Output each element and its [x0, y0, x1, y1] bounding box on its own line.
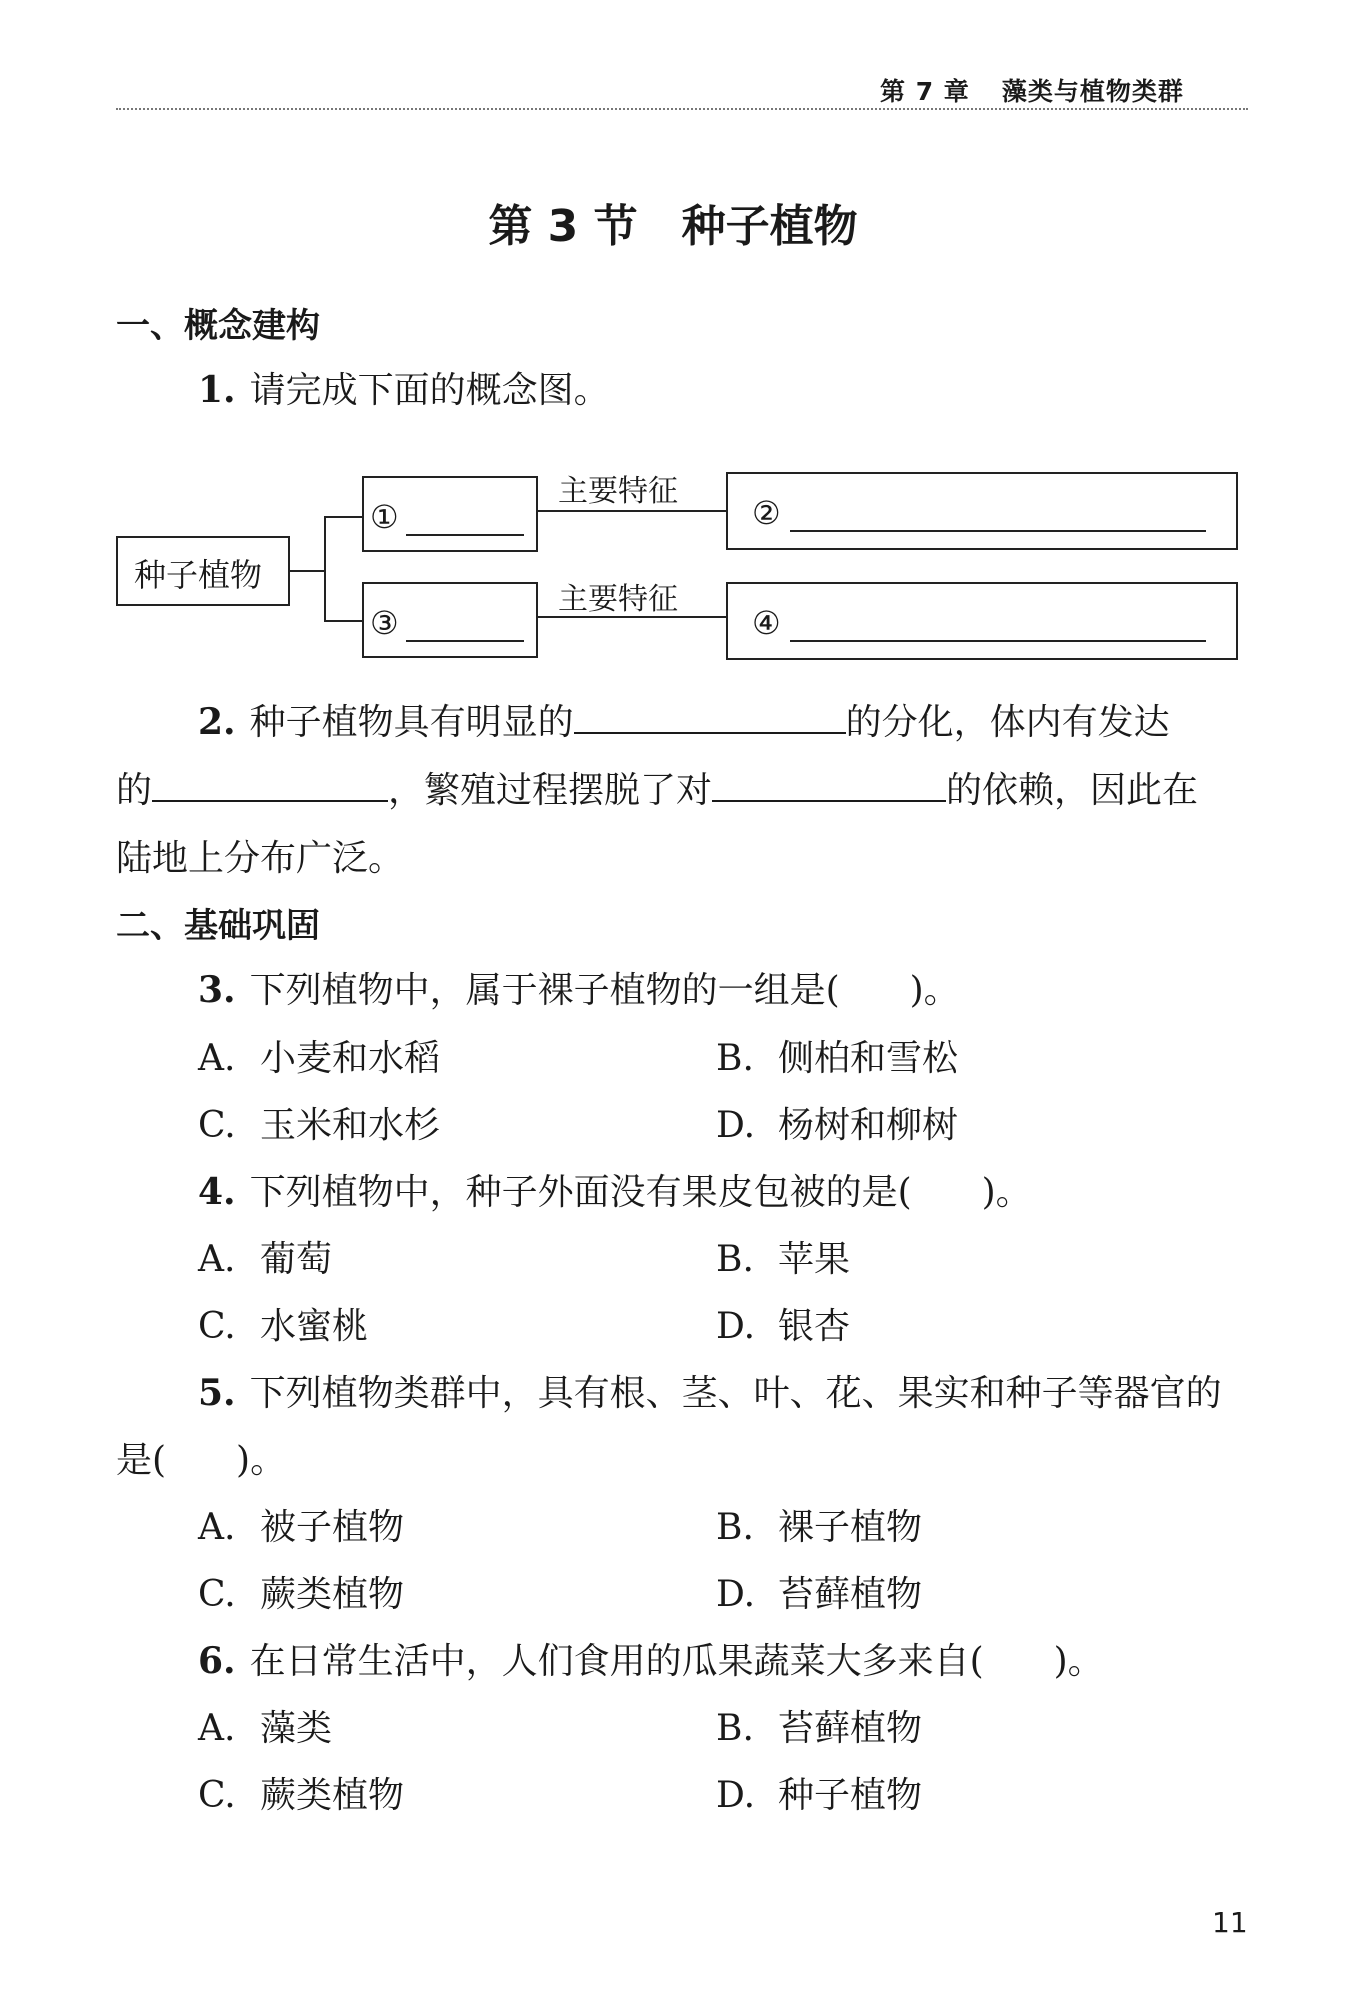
option-text: 被子植物 [260, 1507, 405, 1548]
option-label: A. [198, 1507, 236, 1548]
part2-heading: 二、基础巩固 [116, 906, 320, 946]
q6-option-d [716, 1767, 922, 1818]
q4-stem [198, 1164, 1032, 1215]
page-title [0, 190, 1346, 254]
node1-marker: ① [370, 498, 399, 536]
q3-option-b [716, 1030, 958, 1081]
q2-text-e: 的依赖，因此在 [946, 770, 1199, 811]
option-text: 玉米和水杉 [260, 1105, 441, 1146]
q2-line1 [198, 694, 1170, 745]
q2-blank-1[interactable] [574, 702, 846, 734]
option-label: C. [198, 1105, 236, 1146]
option-label: D. [716, 1574, 756, 1615]
connector [290, 570, 326, 572]
q4-option-a [198, 1231, 332, 1282]
option-label: C. [198, 1574, 236, 1615]
header-divider [116, 108, 1248, 110]
q5-option-d [716, 1566, 922, 1617]
q5-text: 下列植物类群中，具有根、茎、叶、花、果实和种子等器官的 [249, 1373, 1222, 1414]
option-text: 蕨类植物 [260, 1574, 405, 1615]
option-label: B. [716, 1507, 754, 1548]
q5-text-2: 是( [116, 1440, 167, 1481]
connector [324, 620, 364, 622]
q4-option-d [716, 1298, 850, 1349]
q1-number: 1. [198, 369, 236, 411]
node4-blank[interactable] [790, 640, 1206, 642]
q5-option-b [716, 1499, 922, 1550]
q3-stem [198, 962, 960, 1013]
option-text: 苹果 [778, 1239, 851, 1280]
node2-box [726, 472, 1238, 550]
q4-text: 下列植物中，种子外面没有果皮包被的是( [249, 1172, 912, 1213]
q6-stem [198, 1633, 1104, 1684]
option-text: 种子植物 [778, 1775, 923, 1816]
option-text: 水蜜桃 [260, 1306, 369, 1347]
q5-option-a [198, 1499, 404, 1550]
running-header [880, 72, 1184, 108]
option-text: 苔藓植物 [778, 1574, 923, 1615]
option-label: D. [716, 1306, 756, 1347]
edge-line-1 [538, 510, 728, 512]
q2-text-d: ，繁殖过程摆脱了对 [388, 770, 713, 811]
option-text: 苔藓植物 [778, 1708, 923, 1749]
option-text: 小麦和水稻 [260, 1038, 441, 1079]
q6-text-end: )。 [1053, 1641, 1104, 1682]
q4-text-end: )。 [981, 1172, 1032, 1213]
q2-blank-3[interactable] [712, 770, 946, 802]
q3-option-a [198, 1030, 440, 1081]
page-number: 11 [1212, 1906, 1248, 1939]
q3-number: 3. [198, 969, 236, 1011]
q5-stem [198, 1365, 1222, 1416]
option-label: B. [716, 1708, 754, 1749]
option-label: D. [716, 1775, 756, 1816]
q5-number: 5. [198, 1372, 236, 1414]
q2-blank-2[interactable] [152, 770, 388, 802]
option-label: A. [198, 1708, 236, 1749]
q1-text [198, 362, 610, 413]
q3-option-d [716, 1097, 958, 1148]
option-text: 藻类 [260, 1708, 333, 1749]
option-label: D. [716, 1105, 756, 1146]
q6-option-c [198, 1767, 404, 1818]
section-number: 第 3 节 [488, 201, 638, 252]
option-text: 杨树和柳树 [778, 1105, 959, 1146]
edge-label-1: 主要特征 [558, 474, 678, 509]
edge-label-2: 主要特征 [558, 582, 678, 617]
q2-line3: 陆地上分布广泛。 [116, 838, 405, 879]
node3-blank[interactable] [406, 640, 524, 642]
q3-text: 下列植物中，属于裸子植物的一组是( [249, 970, 840, 1011]
option-text: 裸子植物 [778, 1507, 923, 1548]
option-label: C. [198, 1775, 236, 1816]
node3-marker: ③ [370, 604, 399, 642]
q3-option-c [198, 1097, 440, 1148]
q2-text-b: 的分化，体内有发达 [845, 702, 1170, 743]
option-text: 蕨类植物 [260, 1775, 405, 1816]
option-text: 葡萄 [260, 1239, 333, 1280]
q6-option-b [716, 1700, 922, 1751]
option-text: 银杏 [778, 1306, 851, 1347]
node2-marker: ② [752, 494, 781, 532]
q5-option-c [198, 1566, 404, 1617]
q6-number: 6. [198, 1640, 236, 1682]
q4-number: 4. [198, 1171, 236, 1213]
chapter-number: 第 7 章 [880, 77, 970, 106]
node1-blank[interactable] [406, 534, 524, 536]
option-label: A. [198, 1038, 236, 1079]
connector [324, 516, 364, 518]
option-label: B. [716, 1038, 754, 1079]
q4-option-b [716, 1231, 850, 1282]
part1-heading: 一、概念建构 [116, 306, 320, 346]
q1-prompt: 请完成下面的概念图。 [249, 370, 610, 411]
q2-text-c: 的 [116, 770, 153, 811]
q5-text-end: )。 [236, 1440, 287, 1481]
option-text: 侧柏和雪松 [778, 1038, 959, 1079]
q2-number: 2. [198, 701, 236, 743]
node2-blank[interactable] [790, 530, 1206, 532]
connector [324, 516, 326, 622]
section-name: 种子植物 [681, 201, 858, 252]
option-label: C. [198, 1306, 236, 1347]
q5-stem-line2 [116, 1432, 286, 1483]
root-label: 种子植物 [134, 556, 263, 594]
chapter-title: 藻类与植物类群 [1001, 77, 1184, 106]
node4-box [726, 582, 1238, 660]
option-label: A. [198, 1239, 236, 1280]
q2-line2 [116, 762, 1198, 813]
q4-option-c [198, 1298, 368, 1349]
q6-text: 在日常生活中，人们食用的瓜果蔬菜大多来自( [249, 1641, 984, 1682]
q6-option-a [198, 1700, 332, 1751]
node4-marker: ④ [752, 604, 781, 642]
q2-text-a: 种子植物具有明显的 [249, 702, 574, 743]
option-label: B. [716, 1239, 754, 1280]
q3-text-end: )。 [909, 970, 960, 1011]
